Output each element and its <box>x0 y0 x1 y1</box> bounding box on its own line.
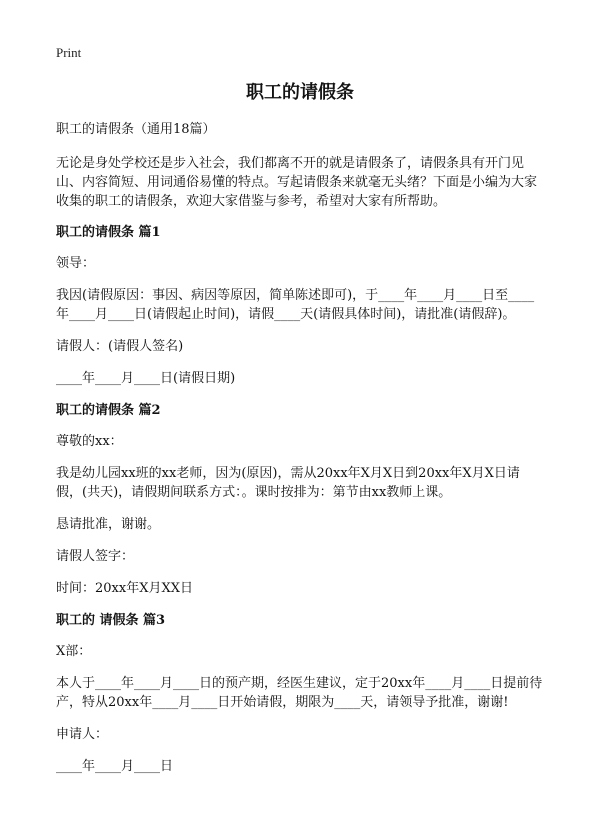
section-2-body: 我是幼儿园xx班的xx老师，因为(原因)，需从20xx年X月X日到20xx年X月X日请假，(共天)，请假期间联系方式：。课时按排为：第节由xx教师上课。 <box>56 466 520 500</box>
section-3-signature: 申请人： <box>56 727 109 742</box>
section-3-salutation: X部： <box>56 644 92 659</box>
print-link[interactable]: Print <box>56 45 82 60</box>
intro-paragraph: 无论是身处学校还是步入社会，我们都离不开的就是请假条了，请假条具有开门见山、内容简短、用词通俗易懂的特点。写起请假条来就毫无头绪？下面是小编为大家收集的职工的请假条，欢迎大家借鉴与参考，希望对大家有所帮助。 <box>56 156 538 209</box>
section-2-closing: 恳请批准，谢谢。 <box>56 517 161 532</box>
section-1-date: ____年____月____日(请假日期) <box>56 371 236 386</box>
section-3-body: 本人于____年____月____日的预产期，经医生建议，定于20xx年____月____日提前待产，特从20xx年____月____日开始请假，期限为____天，请领导予批准，谢谢! <box>56 676 543 710</box>
section-1-heading: 职工的请假条 篇1 <box>56 225 161 240</box>
section-1-salutation: 领导： <box>56 256 96 271</box>
section-2-signature: 请假人签字： <box>56 549 135 564</box>
section-2-heading: 职工的请假条 篇2 <box>56 403 161 418</box>
page-title: 职工的请假条 <box>246 82 354 103</box>
section-2-date: 时间：20xx年X月XX日 <box>56 581 193 596</box>
section-1-signature: 请假人：(请假人签名) <box>56 339 184 354</box>
section-3-date: ____年____月____日 <box>56 759 174 774</box>
document-subtitle: 职工的请假条（通用18篇） <box>56 122 216 137</box>
section-1-body: 我因(请假原因：事因、病因等原因，简单陈述即可)，于____年____月____日至____年____月____日(请假起止时间)，请假____天(请假具体时间)，请批准(请假辞)。 <box>56 288 535 322</box>
section-3-heading: 职工的 请假条 篇3 <box>56 613 166 628</box>
section-2-salutation: 尊敬的xx： <box>56 434 123 449</box>
